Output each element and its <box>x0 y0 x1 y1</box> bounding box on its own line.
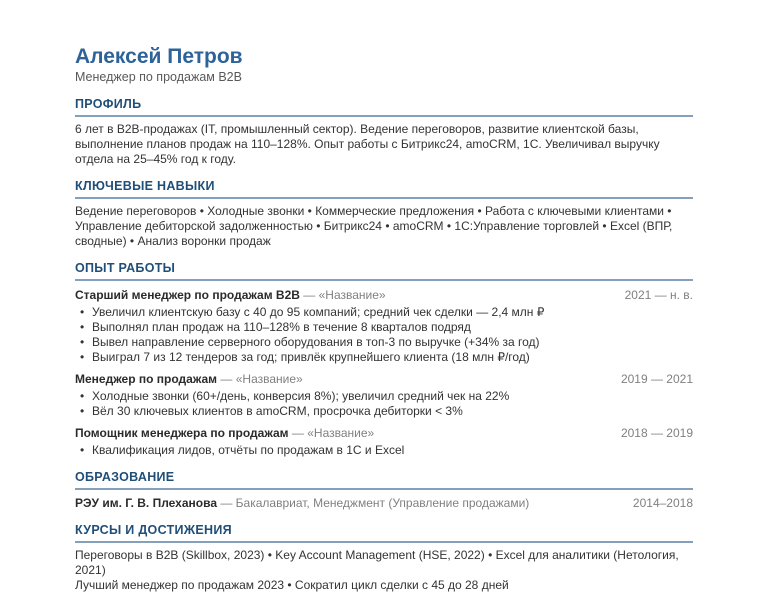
job-bullet: • Выиграл 7 из 12 тендеров за год; привлёк крупнейшего клиента (18 млн ₽/год) <box>92 350 693 365</box>
job-bullet-list <box>75 389 693 419</box>
section-heading-education: ОБРАЗОВАНИЕ <box>75 470 693 490</box>
section-education <box>75 470 693 511</box>
section-heading-courses: КУРСЫ И ДОСТИЖЕНИЯ <box>75 523 693 543</box>
job-header-row <box>75 288 693 303</box>
section-heading-experience: ОПЫТ РАБОТЫ <box>75 261 693 281</box>
job-bullet: • Вывел направление серверного оборудования в топ-3 по выручке (+34% за год) <box>92 335 693 350</box>
section-experience <box>75 261 693 458</box>
job-bullet: • Вёл 30 ключевых клиентов в amoCRM, просрочка дебиторки < 3% <box>92 404 693 419</box>
job-bullet: • Холодные звонки (60+/день, конверсия 8%); увеличил средний чек на 22% <box>92 389 693 404</box>
job-header-row <box>75 426 693 441</box>
section-heading-skills: КЛЮЧЕВЫЕ НАВЫКИ <box>75 179 693 199</box>
job-dates: 2021 — н. в. <box>624 288 693 302</box>
profile-text: 6 лет в B2B-продажах (IT, промышленный сектор). Ведение переговоров, развитие клиентской базы, выполнение планов продаж на 110–128%. Опыт работы с Битрикс24, amoCRM, 1С. Увеличивал выручку отдела на 25–45% год к году. <box>75 122 660 166</box>
achievements-line: Лучший менеджер по продажам 2023 • Сократил цикл сделки с 45 до 28 дней <box>75 578 509 592</box>
job-title: Помощник менеджера по продажам <box>75 426 289 440</box>
job-bullet: • Увеличил клиентскую базу с 40 до 95 компаний; средний чек сделки — 2,4 млн ₽ <box>92 305 693 320</box>
education-title-line <box>75 496 621 511</box>
job-bullet-list <box>75 305 693 365</box>
job-title-line <box>75 372 609 387</box>
job-entry <box>75 426 693 458</box>
job-header-row <box>75 372 693 387</box>
job-title-line <box>75 288 613 303</box>
job-entry <box>75 288 693 365</box>
job-title: Менеджер по продажам <box>75 372 218 386</box>
resume-header <box>75 44 693 85</box>
job-dates: 2019 — 2021 <box>620 372 693 386</box>
person-job-title: Менеджер по продажам B2B <box>75 70 242 84</box>
section-heading-profile: ПРОФИЛЬ <box>75 97 693 117</box>
job-company: — «Название» <box>220 372 303 386</box>
job-entry <box>75 372 693 419</box>
job-bullet: • Выполнял план продаж на 110–128% в течение 8 кварталов подряд <box>92 320 693 335</box>
job-title: Старший менеджер по продажам B2B <box>75 288 300 302</box>
job-title-line <box>75 426 609 441</box>
person-name: Алексей Петров <box>75 45 243 68</box>
section-courses <box>75 523 693 593</box>
education-details: — Бакалавриат, Менеджмент (Управление продажами) <box>220 496 530 510</box>
education-institution: РЭУ им. Г. В. Плеханова <box>75 496 217 510</box>
job-dates: 2018 — 2019 <box>620 426 693 440</box>
job-company: — «Название» <box>291 426 375 440</box>
job-company: — «Название» <box>303 288 386 302</box>
section-profile <box>75 97 693 167</box>
section-skills <box>75 179 693 249</box>
job-bullet-list <box>75 443 693 458</box>
education-row <box>75 496 693 511</box>
job-bullet: • Квалификация лидов, отчёты по продажам в 1С и Excel <box>92 443 693 458</box>
skills-text: Ведение переговоров • Холодные звонки • Коммерческие предложения • Работа с ключевыми клиентами • Управление дебиторской задолженностью • Битрикс24 • amoCRM • 1С:Управление торговлей • Excel (ВПР, сводные) • Анализ воронки продаж <box>75 204 673 248</box>
education-dates: 2014–2018 <box>632 496 693 510</box>
courses-line: Переговоры в B2B (Skillbox, 2023) • Key Account Management (HSE, 2022) • Excel для аналитики (Нетология, 2021) <box>75 548 679 577</box>
